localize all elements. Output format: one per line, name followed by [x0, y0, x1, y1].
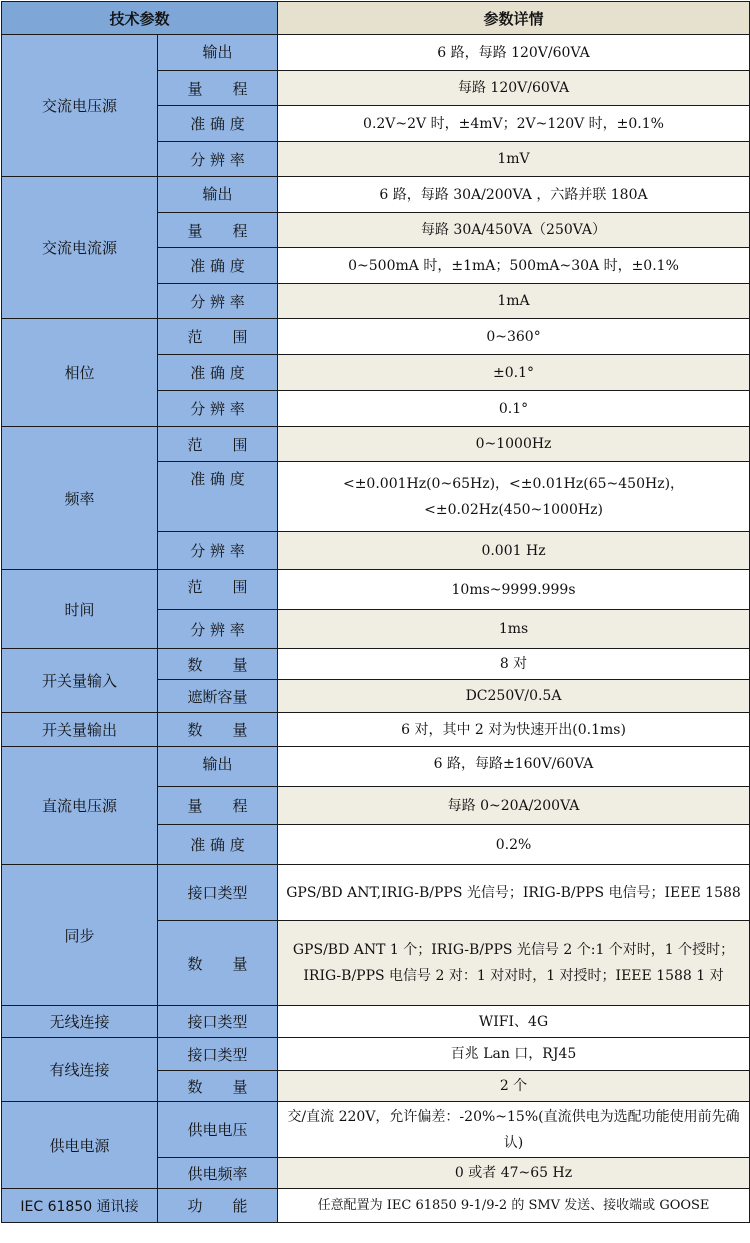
row-value: DC250V/0.5A	[278, 680, 750, 713]
row-value: 6 路，每路±160V/60VA	[278, 747, 750, 787]
row-value: 10ms~9999.999s	[278, 570, 750, 610]
row-label: 范 围	[158, 570, 278, 610]
row-value: 0 或者 47~65 Hz	[278, 1158, 750, 1189]
table-row	[2, 1189, 750, 1223]
row-label: 分 辨 率	[158, 284, 278, 319]
row-value: 1mV	[278, 142, 750, 177]
row-value: 6 路，每路 30A/200VA ，六路并联 180A	[278, 177, 750, 213]
row-value: 1mA	[278, 284, 750, 319]
row-label: 量 程	[158, 213, 278, 248]
row-label: 数 量	[158, 713, 278, 747]
row-value: 8 对	[278, 649, 750, 680]
category-phase: 相位	[2, 319, 158, 427]
row-label: 分 辨 率	[158, 391, 278, 427]
row-value: <±0.001Hz(0~65Hz)，<±0.01Hz(65~450Hz)，<±0.02Hz(450~1000Hz)	[278, 462, 750, 532]
row-label: 接口类型	[158, 1006, 278, 1038]
row-value: 0.2%	[278, 825, 750, 865]
row-label: 输出	[158, 747, 278, 787]
row-label: 功 能	[158, 1189, 278, 1223]
row-value: 0.2V~2V 时，±4mV；2V~120V 时，±0.1%	[278, 106, 750, 142]
category-power-supply: 供电电源	[2, 1102, 158, 1189]
row-value: 0.1°	[278, 391, 750, 427]
row-label: 分 辨 率	[158, 532, 278, 570]
category-frequency: 频率	[2, 427, 158, 570]
row-label: 准 确 度	[158, 106, 278, 142]
row-label: 范 围	[158, 427, 278, 462]
row-label: 范 围	[158, 319, 278, 355]
row-label: 接口类型	[158, 865, 278, 921]
row-value: GPS/BD ANT,IRIG-B/PPS 光信号；IRIG-B/PPS 电信号；IEEE 1588	[278, 865, 750, 921]
row-value: 1ms	[278, 610, 750, 649]
row-value: 6 路，每路 120V/60VA	[278, 35, 750, 71]
category-time: 时间	[2, 570, 158, 649]
row-label: 准 确 度	[158, 825, 278, 865]
category-iec61850: IEC 61850 通讯接	[2, 1189, 158, 1223]
row-value: WIFI、4G	[278, 1006, 750, 1038]
table-row	[2, 713, 750, 747]
row-value: 任意配置为 IEC 61850 9-1/9-2 的 SMV 发送、接收端或 GOOSE	[278, 1189, 750, 1223]
category-binary-output: 开关量输出	[2, 713, 158, 747]
row-label: 准 确 度	[158, 248, 278, 284]
category-ac-voltage: 交流电压源	[2, 35, 158, 177]
row-value: 每路 30A/450VA（250VA）	[278, 213, 750, 248]
table-row	[2, 177, 750, 213]
row-label: 数 量	[158, 649, 278, 680]
category-sync: 同步	[2, 865, 158, 1006]
spec-table	[1, 1, 750, 1223]
row-label: 输出	[158, 35, 278, 71]
category-wired: 有线连接	[2, 1038, 158, 1102]
table-row	[2, 1038, 750, 1071]
row-label: 分 辨 率	[158, 610, 278, 649]
category-ac-current: 交流电流源	[2, 177, 158, 319]
row-label: 量 程	[158, 787, 278, 825]
category-wireless: 无线连接	[2, 1006, 158, 1038]
row-value: 0~500mA 时，±1mA；500mA~30A 时，±0.1%	[278, 248, 750, 284]
row-value: 百兆 Lan 口，RJ45	[278, 1038, 750, 1071]
row-value: 每路 0~20A/200VA	[278, 787, 750, 825]
row-label: 准 确 度	[158, 355, 278, 391]
table-row	[2, 747, 750, 787]
table-row	[2, 570, 750, 610]
category-binary-input: 开关量输入	[2, 649, 158, 713]
row-value: 0.001 Hz	[278, 532, 750, 570]
row-label: 供电电压	[158, 1102, 278, 1158]
row-value: 0~360°	[278, 319, 750, 355]
row-label: 分 辨 率	[158, 142, 278, 177]
row-label: 数 量	[158, 921, 278, 1006]
category-dc-voltage: 直流电压源	[2, 747, 158, 865]
row-label: 遮断容量	[158, 680, 278, 713]
header-param: 技术参数	[2, 2, 278, 35]
row-value: ±0.1°	[278, 355, 750, 391]
row-value: 6 对，其中 2 对为快速开出(0.1ms)	[278, 713, 750, 747]
row-value: 每路 120V/60VA	[278, 71, 750, 106]
table-row	[2, 1102, 750, 1158]
header-detail: 参数详情	[278, 2, 750, 35]
row-label: 准 确 度	[158, 462, 278, 532]
row-value: 0~1000Hz	[278, 427, 750, 462]
row-value: 2 个	[278, 1071, 750, 1102]
row-label: 接口类型	[158, 1038, 278, 1071]
table-row	[2, 35, 750, 71]
header-row	[2, 2, 750, 35]
row-label: 量 程	[158, 71, 278, 106]
row-label: 数 量	[158, 1071, 278, 1102]
row-label: 供电频率	[158, 1158, 278, 1189]
row-value: GPS/BD ANT 1 个；IRIG-B/PPS 光信号 2 个:1 个对时，1 个授时；IRIG-B/PPS 电信号 2 对：1 对对时，1 对授时；IEEE 1588 1 对	[278, 921, 750, 1006]
row-value: 交/直流 220V，允许偏差：-20%~15%(直流供电为选配功能使用前先确认)	[278, 1102, 750, 1158]
table-row	[2, 1006, 750, 1038]
row-label: 输出	[158, 177, 278, 213]
table-row	[2, 427, 750, 462]
table-row	[2, 865, 750, 921]
table-row	[2, 649, 750, 680]
table-row	[2, 319, 750, 355]
